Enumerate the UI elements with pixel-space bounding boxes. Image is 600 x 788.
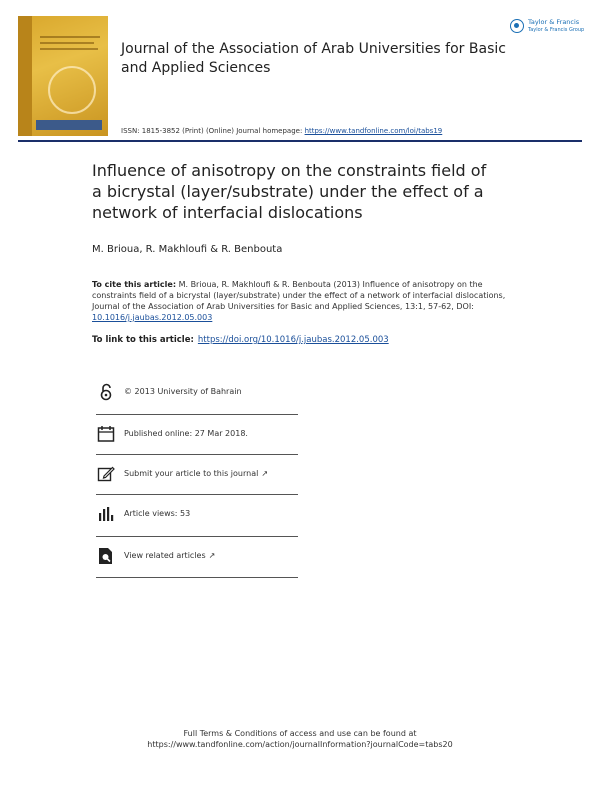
- published-row: [96, 424, 298, 464]
- article-link-row: [92, 335, 389, 345]
- edit-icon: [96, 464, 116, 484]
- related-articles-text: View related articles: [124, 551, 206, 560]
- article-title-line: network of interfacial dislocations: [92, 203, 363, 222]
- cover-emblem: [48, 66, 96, 114]
- info-divider: [96, 577, 298, 578]
- calendar-icon: [96, 424, 116, 444]
- related-articles-row[interactable]: [96, 546, 298, 586]
- journal-cover-thumbnail[interactable]: [18, 16, 108, 136]
- journal-homepage-link[interactable]: https://www.tandfonline.com/loi/tabs19: [304, 127, 443, 135]
- journal-title-line: and Applied Sciences: [121, 60, 271, 76]
- article-link-label: To link to this article:: [92, 335, 194, 345]
- cover-text-line: [40, 48, 98, 50]
- cover-footer-strip: [36, 120, 102, 130]
- external-link-icon: ↗: [261, 469, 269, 478]
- article-views: Article views: 53: [124, 509, 191, 518]
- terms-text: Full Terms & Conditions of access and use can be found at: [183, 729, 417, 738]
- citation-block: [92, 279, 512, 323]
- citation-doi-link[interactable]: 10.1016/j.jaubas.2012.05.003: [92, 313, 213, 322]
- copyright-text: © 2013 University of Bahrain: [124, 387, 242, 396]
- article-doi-link[interactable]: https://doi.org/10.1016/j.jaubas.2012.05.003: [197, 335, 389, 345]
- terms-footer: [0, 728, 600, 750]
- views-row: [96, 504, 298, 544]
- terms-link[interactable]: https://www.tandfonline.com/action/journalInformation?journalCode=tabs20: [147, 740, 453, 749]
- cover-band: [18, 16, 32, 136]
- info-divider: [96, 494, 298, 495]
- journal-title-line: Journal of the Association of Arab Universities for Basic: [121, 41, 506, 57]
- related-articles-link[interactable]: [124, 551, 215, 560]
- citation-label: To cite this article:: [92, 280, 177, 289]
- submit-article-link[interactable]: [124, 469, 268, 478]
- issn-text: ISSN: 1815-3852 (Print) (Online) Journal homepage:: [121, 127, 305, 135]
- publisher-logo-name: Taylor & Francis: [528, 18, 580, 26]
- submit-article-text: Submit your article to this journal: [124, 469, 259, 478]
- citation-text: M. Brioua, R. Makhloufi & R. Benbouta (2013) Influence of anisotropy on the constraints field of a bicrystal (layer/substrate) under the effect of a network of interfacial dislocations, Journal of the Association of Arab Universities for Basic and Applied Sciences, 13:1, 57-62, DOI:: [92, 280, 506, 311]
- submit-article-row[interactable]: [96, 464, 298, 504]
- publisher-logo[interactable]: [510, 18, 590, 38]
- journal-title[interactable]: [121, 40, 521, 78]
- info-divider: [96, 536, 298, 537]
- bar-chart-icon: [96, 504, 116, 524]
- cover-text-line: [40, 36, 100, 38]
- external-link-icon: ↗: [208, 551, 216, 560]
- related-articles-icon: [96, 546, 116, 566]
- info-divider: [96, 454, 298, 455]
- publisher-logo-subtitle: Taylor & Francis Group: [528, 27, 585, 33]
- copyright-row: [96, 382, 298, 422]
- info-divider: [96, 414, 298, 415]
- cover-text-line: [40, 42, 94, 44]
- article-authors: M. Brioua, R. Makhloufi & R. Benbouta: [92, 244, 283, 255]
- open-access-lock-icon: [96, 382, 116, 402]
- issn-line: [121, 127, 442, 135]
- publisher-logo-icon: [510, 19, 524, 33]
- published-date: Published online: 27 Mar 2018.: [124, 429, 248, 438]
- header-divider: [18, 140, 582, 142]
- article-title: [92, 160, 512, 223]
- article-title-line: Influence of anisotropy on the constraints field of: [92, 161, 487, 180]
- article-title-line: a bicrystal (layer/substrate) under the effect of a: [92, 182, 484, 201]
